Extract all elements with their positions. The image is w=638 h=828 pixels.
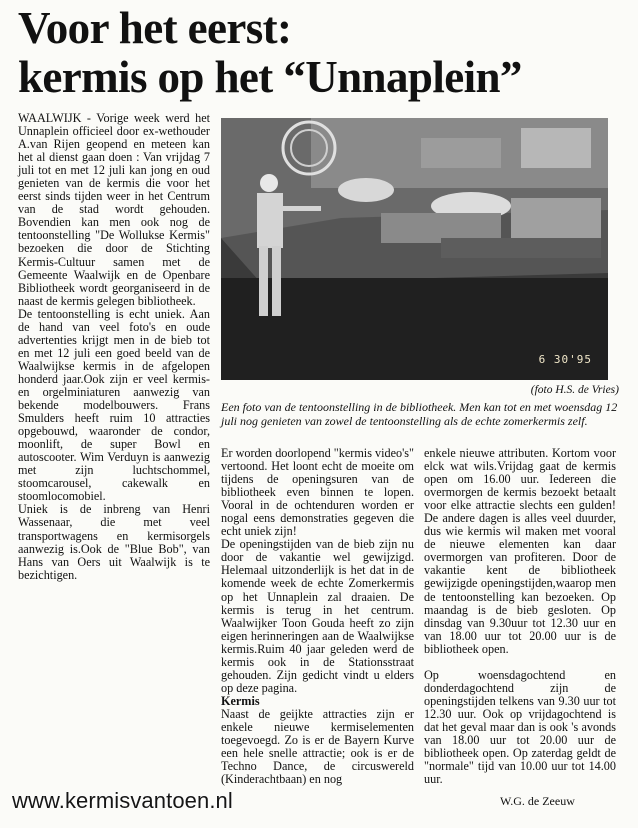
paragraph: Er worden doorlopend "kermis video's" vertoond. Het loont echt de moeite om tijdens de openingsuren van de bibliotheek even binnen te lopen. Vooral in de ochtenduren worden er nogal eens demonstraties gegeven die echt uniek zijn!	[221, 446, 414, 539]
exhibition-photo-image	[221, 118, 608, 380]
exhibition-photo	[221, 118, 608, 380]
site-watermark: www.kermisvantoen.nl	[12, 788, 233, 813]
paragraph: WAALWIJK - Vorige week werd het Unnaplein officieel door ex-wethouder A.van Rijen geopend en meteen kan het al dienst gaan doen : Van vrijdag 7 juli tot en met 12 juli kan jong en oud genieten van de kermis die voor het eerst sinds tijden weer in het Centrum van de stad wordt gehouden. Bovendien kan men ook nog de tentoonstelling "De Wollukse Kermis" bezoeken die door de Stichting Kermis-Cultuur samen met de Gemeente Waalwijk en de Openbare Bibliotheek wordt georganiseerd in de naast de kermis gelegen bibliotheek.	[18, 111, 210, 308]
paragraph: Op woensdagochtend en donderdagochtend zijn de openingstijden telkens van 9.30 uur tot 12.30 uur. Ook op vrijdagochtend is dat het geval maar dan is ook 's avonds van 18.00 uur tot 20.00 uur de bibliotheek open. Op zaterdag geldt de "normale" tijd van 10.00 uur tot 14.00 uur.	[424, 667, 616, 787]
headline-line-2: kermis op het “Unnaplein”	[18, 52, 522, 102]
article-column-2	[221, 447, 414, 786]
headline	[18, 4, 628, 102]
author-byline: W.G. de Zeeuw	[500, 794, 575, 808]
photo-caption: Een foto van de tentoonstelling in de bibliotheek. Men kan tot en met woensdag 12 juli nog genieten van zowel de tentoonstelling als de echte zomerkermis zelf.	[221, 400, 618, 428]
photo-credit: (foto H.S. de Vries)	[530, 384, 619, 396]
paragraph: enkele nieuwe attributen. Kortom voor elck wat wils.Vrijdag gaat de kermis open om 16.00 uur. Iedereen die overmorgen de kermis bezoekt betaalt voor elke attractie slechts een gulden! De andere dagen is alles veel duurder, dus wie kermis wil maken met vooral de nieuwe elementen kan daar overmorgen van profiteren. Door de vakantie kent de bibliotheek gewijzigde openingstijden,waarop men de tentoonstelling kan bezoeken. Op maandag is de bieb gesloten. Op dinsdag van 9.30uur tot 12.30 uur en van 18.00 uur tot 20.00 uur is de bibliotheek open.	[424, 446, 616, 656]
paragraph: De tentoonstelling is echt uniek. Aan de hand van veel foto's en oude advertenties krijgt men in de bieb tot en met 12 juli een goed beeld van de Waalwijkse kermis in de afgelopen honderd jaar.Ook zijn er veel kermis- en orgelminiaturen aanwezig van bekende modelbouwers. Frans Smulders heeft ruim 10 attracties opgebouwd, waaronder de condor, moonlift, de super Bowl en autoscooter. Wim Verduyn is aanwezig met zijn luchtschommel, stoomcarousel, cakewalk en stoomlocomobiel.	[18, 306, 210, 504]
photo-date-stamp: 6 30'95	[538, 353, 592, 366]
paragraph: Naast de geijkte attracties zijn er enkele nieuwe kermiselementen toegevoegd. Zo is er de Bayern Kurve een hele snelle attractie; ook is er de Techno Dance, de circuswereld (Kinderachtbaan) en nog	[221, 706, 414, 787]
article-column-3	[424, 447, 616, 786]
paragraph: De openingstijden van de bieb zijn nu door de vakantie wel gewijzigd. Helemaal uitzonderlijk is het dat in de komende week de echte Zomerkermis op het Unnaplein zal draaien. De kermis is terug in het centrum. Waalwijker Toon Gouda heeft zo zijn eigen herinneringen aan de Waalwijkse kermis.Ruim 40 jaar geleden werd de kermis ook in de Stationsstraat gehouden. Zijn gedicht vindt u elders op deze pagina.	[221, 537, 414, 695]
headline-line-1: Voor het eerst:	[18, 3, 292, 53]
paragraph: Uniek is de inbreng van Henri Wassenaar, die met veel transportwagens en kermisorgels aanwezig is.Ook de "Blue Bob", van Hans van Oers uit Waalwijk is te bezichtigen.	[18, 502, 210, 582]
subheading: Kermis	[221, 693, 260, 708]
article-column-1	[18, 112, 210, 582]
